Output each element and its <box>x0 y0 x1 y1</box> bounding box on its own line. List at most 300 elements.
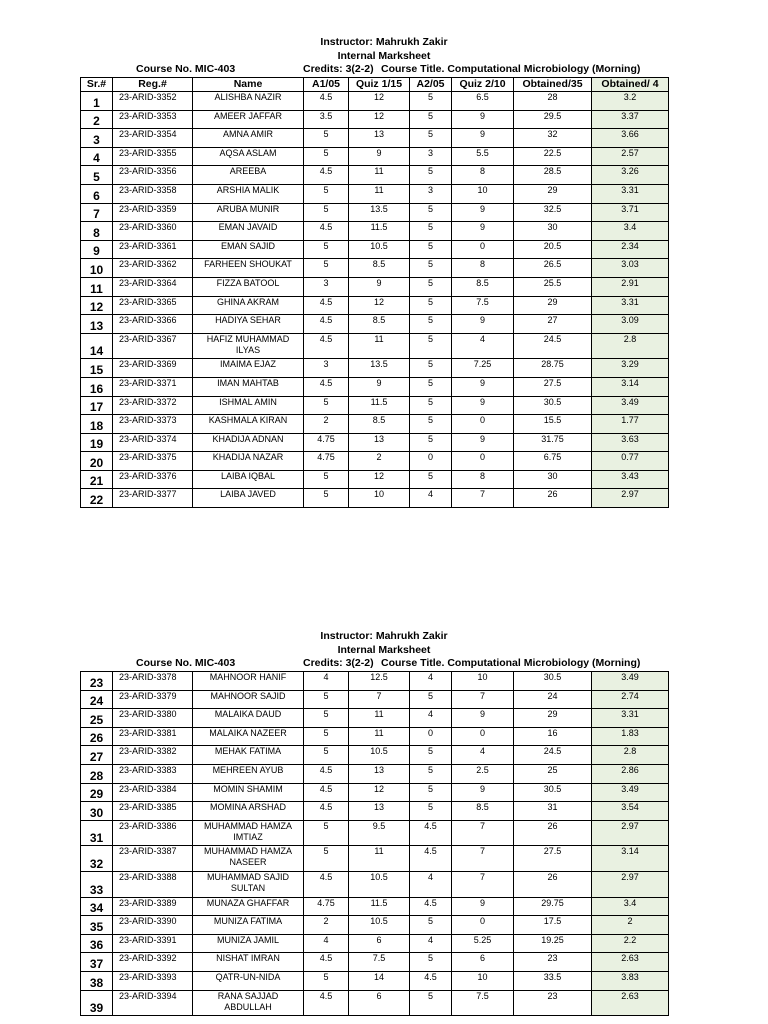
obtained-35-cell: 27 <box>514 315 592 334</box>
quiz1-cell: 9 <box>349 277 410 296</box>
course-credits: Credits: 3(2-2) <box>303 657 374 669</box>
quiz1-cell: 11.5 <box>349 897 410 916</box>
table-row <box>81 396 669 415</box>
quiz1-cell: 11 <box>349 333 410 359</box>
table-row <box>81 897 669 916</box>
quiz2-cell: 5.25 <box>452 934 514 953</box>
reg-cell: 23-ARID-3377 <box>113 489 193 508</box>
sr-cell: 2 <box>81 110 113 129</box>
name-cell: QATR-UN-NIDA <box>193 971 304 990</box>
obtained-35-cell: 6.75 <box>514 452 592 471</box>
table-row <box>81 415 669 434</box>
reg-cell: 23-ARID-3393 <box>113 971 193 990</box>
table-row <box>81 110 669 129</box>
a1-cell: 5 <box>304 184 349 203</box>
a1-cell: 5 <box>304 396 349 415</box>
course-title: Course Title. Computational Microbiology (Morning) <box>381 657 641 669</box>
a2-cell: 5 <box>410 359 452 378</box>
quiz1-cell: 9 <box>349 147 410 166</box>
a1-cell: 5 <box>304 470 349 489</box>
obtained-4-cell: 3.49 <box>592 783 669 802</box>
sr-cell: 1 <box>81 92 113 111</box>
quiz1-cell: 12 <box>349 110 410 129</box>
a1-cell: 5 <box>304 203 349 222</box>
a2-cell: 5 <box>410 129 452 148</box>
obtained-35-cell: 24.5 <box>514 333 592 359</box>
quiz2-cell: 8 <box>452 259 514 278</box>
quiz2-cell: 10 <box>452 672 514 691</box>
obtained-35-cell: 30.5 <box>514 783 592 802</box>
reg-cell: 23-ARID-3373 <box>113 415 193 434</box>
a2-cell: 5 <box>410 746 452 765</box>
name-cell: FIZZA BATOOL <box>193 277 304 296</box>
reg-cell: 23-ARID-3388 <box>113 871 193 897</box>
a1-cell: 5 <box>304 259 349 278</box>
name-cell: LAIBA IQBAL <box>193 470 304 489</box>
a1-cell: 4.75 <box>304 452 349 471</box>
quiz1-cell: 9 <box>349 377 410 396</box>
a2-cell: 4 <box>410 672 452 691</box>
reg-cell: 23-ARID-3379 <box>113 690 193 709</box>
reg-cell: 23-ARID-3389 <box>113 897 193 916</box>
table-row <box>81 222 669 241</box>
table-row <box>81 277 669 296</box>
a1-cell: 3 <box>304 359 349 378</box>
reg-cell: 23-ARID-3360 <box>113 222 193 241</box>
name-cell: AREEBA <box>193 166 304 185</box>
table-row <box>81 746 669 765</box>
name-cell: MUNAZA GHAFFAR <box>193 897 304 916</box>
name-cell: MUHAMMAD SAJID SULTAN <box>193 871 304 897</box>
a1-cell: 4.5 <box>304 222 349 241</box>
sr-cell: 9 <box>81 240 113 259</box>
table-row <box>81 203 669 222</box>
table-row <box>81 333 669 359</box>
quiz1-cell: 13 <box>349 802 410 821</box>
quiz2-cell: 5.5 <box>452 147 514 166</box>
sr-cell: 31 <box>81 820 113 846</box>
reg-cell: 23-ARID-3369 <box>113 359 193 378</box>
quiz1-cell: 11 <box>349 709 410 728</box>
obtained-4-cell: 3.66 <box>592 129 669 148</box>
quiz1-cell: 2 <box>349 452 410 471</box>
obtained-35-cell: 30.5 <box>514 672 592 691</box>
name-cell: ARSHIA MALIK <box>193 184 304 203</box>
name-cell: MUHAMMAD HAMZA NASEER <box>193 846 304 872</box>
quiz1-cell: 12 <box>349 470 410 489</box>
a1-cell: 4.5 <box>304 871 349 897</box>
obtained-4-cell: 2.91 <box>592 277 669 296</box>
obtained-35-cell: 22.5 <box>514 147 592 166</box>
a2-cell: 5 <box>410 783 452 802</box>
obtained-4-cell: 3.83 <box>592 971 669 990</box>
obtained-35-cell: 26.5 <box>514 259 592 278</box>
a2-cell: 5 <box>410 315 452 334</box>
sr-cell: 10 <box>81 259 113 278</box>
a1-cell: 5 <box>304 746 349 765</box>
name-cell: ISHMAL AMIN <box>193 396 304 415</box>
a2-cell: 5 <box>410 377 452 396</box>
table-row <box>81 433 669 452</box>
quiz2-cell: 6.5 <box>452 92 514 111</box>
instructor-line: Instructor: Mahrukh Zakir <box>320 630 448 642</box>
marks-table <box>80 671 669 1016</box>
table-header-row <box>81 78 669 92</box>
name-cell: AMNA AMIR <box>193 129 304 148</box>
table-row <box>81 377 669 396</box>
quiz2-cell: 7 <box>452 690 514 709</box>
table-row <box>81 846 669 872</box>
a1-cell: 5 <box>304 846 349 872</box>
col-header-a2: A2/05 <box>410 78 452 92</box>
sr-cell: 22 <box>81 489 113 508</box>
name-cell: MOMINA ARSHAD <box>193 802 304 821</box>
sheet-subtitle: Internal Marksheet <box>337 644 431 656</box>
quiz2-cell: 7 <box>452 820 514 846</box>
col-header-a1: A1/05 <box>304 78 349 92</box>
name-cell: ALISHBA NAZIR <box>193 92 304 111</box>
a2-cell: 5 <box>410 277 452 296</box>
quiz2-cell: 9 <box>452 129 514 148</box>
col-header-obtained-35: Obtained/35 <box>514 78 592 92</box>
quiz1-cell: 7 <box>349 690 410 709</box>
sr-cell: 6 <box>81 184 113 203</box>
a2-cell: 5 <box>410 433 452 452</box>
quiz1-cell: 13 <box>349 129 410 148</box>
name-cell: IMAIMA EJAZ <box>193 359 304 378</box>
name-cell: NISHAT IMRAN <box>193 953 304 972</box>
a2-cell: 5 <box>410 333 452 359</box>
reg-cell: 23-ARID-3394 <box>113 990 193 1016</box>
quiz2-cell: 4 <box>452 746 514 765</box>
name-cell: MAHNOOR SAJID <box>193 690 304 709</box>
obtained-35-cell: 32 <box>514 129 592 148</box>
quiz2-cell: 9 <box>452 203 514 222</box>
a1-cell: 3 <box>304 277 349 296</box>
a1-cell: 5 <box>304 690 349 709</box>
obtained-35-cell: 16 <box>514 727 592 746</box>
obtained-35-cell: 29.75 <box>514 897 592 916</box>
sr-cell: 39 <box>81 990 113 1016</box>
obtained-35-cell: 30 <box>514 470 592 489</box>
reg-cell: 23-ARID-3392 <box>113 953 193 972</box>
a1-cell: 4.5 <box>304 783 349 802</box>
course-title: Course Title. Computational Microbiology (Morning) <box>381 63 641 75</box>
obtained-35-cell: 26 <box>514 489 592 508</box>
reg-cell: 23-ARID-3382 <box>113 746 193 765</box>
sr-cell: 16 <box>81 377 113 396</box>
obtained-35-cell: 28.75 <box>514 359 592 378</box>
obtained-4-cell: 2.74 <box>592 690 669 709</box>
a1-cell: 4.5 <box>304 333 349 359</box>
quiz2-cell: 9 <box>452 222 514 241</box>
sr-cell: 11 <box>81 277 113 296</box>
quiz2-cell: 0 <box>452 916 514 935</box>
course-number: Course No. MIC-403 <box>136 63 236 75</box>
marks-table <box>80 77 669 508</box>
obtained-4-cell: 3.43 <box>592 470 669 489</box>
quiz2-cell: 9 <box>452 396 514 415</box>
obtained-35-cell: 24.5 <box>514 746 592 765</box>
sr-cell: 26 <box>81 727 113 746</box>
sr-cell: 15 <box>81 359 113 378</box>
a1-cell: 4.5 <box>304 764 349 783</box>
name-cell: AMEER JAFFAR <box>193 110 304 129</box>
a1-cell: 4.75 <box>304 897 349 916</box>
sr-cell: 8 <box>81 222 113 241</box>
reg-cell: 23-ARID-3375 <box>113 452 193 471</box>
reg-cell: 23-ARID-3361 <box>113 240 193 259</box>
a1-cell: 5 <box>304 820 349 846</box>
quiz2-cell: 10 <box>452 971 514 990</box>
sr-cell: 29 <box>81 783 113 802</box>
name-cell: AQSA ASLAM <box>193 147 304 166</box>
table-row <box>81 916 669 935</box>
sr-cell: 7 <box>81 203 113 222</box>
obtained-35-cell: 27.5 <box>514 846 592 872</box>
name-cell: HAFIZ MUHAMMAD ILYAS <box>193 333 304 359</box>
quiz1-cell: 8.5 <box>349 315 410 334</box>
a1-cell: 5 <box>304 971 349 990</box>
reg-cell: 23-ARID-3378 <box>113 672 193 691</box>
a1-cell: 4.5 <box>304 166 349 185</box>
a2-cell: 5 <box>410 166 452 185</box>
a2-cell: 3 <box>410 184 452 203</box>
obtained-35-cell: 33.5 <box>514 971 592 990</box>
a1-cell: 5 <box>304 489 349 508</box>
obtained-4-cell: 3.49 <box>592 396 669 415</box>
a1-cell: 4.5 <box>304 296 349 315</box>
obtained-4-cell: 3.71 <box>592 203 669 222</box>
table-row <box>81 953 669 972</box>
obtained-35-cell: 31.75 <box>514 433 592 452</box>
obtained-4-cell: 2.57 <box>592 147 669 166</box>
name-cell: KHADIJA NAZAR <box>193 452 304 471</box>
reg-cell: 23-ARID-3380 <box>113 709 193 728</box>
a1-cell: 4 <box>304 934 349 953</box>
obtained-35-cell: 29.5 <box>514 110 592 129</box>
table-row <box>81 129 669 148</box>
a2-cell: 4.5 <box>410 846 452 872</box>
quiz2-cell: 7.5 <box>452 990 514 1016</box>
quiz2-cell: 0 <box>452 415 514 434</box>
quiz1-cell: 11 <box>349 184 410 203</box>
reg-cell: 23-ARID-3372 <box>113 396 193 415</box>
reg-cell: 23-ARID-3362 <box>113 259 193 278</box>
sr-cell: 14 <box>81 333 113 359</box>
sr-cell: 38 <box>81 971 113 990</box>
name-cell: MOMIN SHAMIM <box>193 783 304 802</box>
reg-cell: 23-ARID-3353 <box>113 110 193 129</box>
table-row <box>81 727 669 746</box>
col-header-name: Name <box>193 78 304 92</box>
sr-cell: 12 <box>81 296 113 315</box>
obtained-4-cell: 3.49 <box>592 672 669 691</box>
a1-cell: 5 <box>304 147 349 166</box>
a1-cell: 4 <box>304 672 349 691</box>
sr-cell: 3 <box>81 129 113 148</box>
a2-cell: 4 <box>410 709 452 728</box>
name-cell: MALAIKA NAZEER <box>193 727 304 746</box>
a2-cell: 5 <box>410 470 452 489</box>
quiz2-cell: 9 <box>452 433 514 452</box>
quiz2-cell: 7 <box>452 846 514 872</box>
quiz2-cell: 9 <box>452 897 514 916</box>
name-cell: IMAN MAHTAB <box>193 377 304 396</box>
table-row <box>81 820 669 846</box>
table-row <box>81 802 669 821</box>
reg-cell: 23-ARID-3367 <box>113 333 193 359</box>
obtained-4-cell: 3.29 <box>592 359 669 378</box>
obtained-35-cell: 26 <box>514 820 592 846</box>
reg-cell: 23-ARID-3356 <box>113 166 193 185</box>
reg-cell: 23-ARID-3376 <box>113 470 193 489</box>
a1-cell: 2 <box>304 916 349 935</box>
a2-cell: 5 <box>410 690 452 709</box>
a1-cell: 4.5 <box>304 953 349 972</box>
table-row <box>81 184 669 203</box>
table-row <box>81 470 669 489</box>
quiz1-cell: 11 <box>349 727 410 746</box>
quiz2-cell: 7 <box>452 871 514 897</box>
reg-cell: 23-ARID-3365 <box>113 296 193 315</box>
obtained-4-cell: 3.14 <box>592 846 669 872</box>
a1-cell: 5 <box>304 727 349 746</box>
table-row <box>81 147 669 166</box>
obtained-35-cell: 29 <box>514 184 592 203</box>
a1-cell: 5 <box>304 129 349 148</box>
a1-cell: 2 <box>304 415 349 434</box>
a2-cell: 5 <box>410 990 452 1016</box>
obtained-4-cell: 3.31 <box>592 296 669 315</box>
obtained-4-cell: 2.97 <box>592 820 669 846</box>
name-cell: MEHREEN AYUB <box>193 764 304 783</box>
quiz2-cell: 8 <box>452 470 514 489</box>
table-row <box>81 315 669 334</box>
col-header-quiz1: Quiz 1/15 <box>349 78 410 92</box>
quiz2-cell: 2.5 <box>452 764 514 783</box>
table-row <box>81 296 669 315</box>
name-cell: MUHAMMAD HAMZA IMTIAZ <box>193 820 304 846</box>
obtained-4-cell: 1.77 <box>592 415 669 434</box>
reg-cell: 23-ARID-3371 <box>113 377 193 396</box>
quiz1-cell: 8.5 <box>349 259 410 278</box>
a2-cell: 4.5 <box>410 820 452 846</box>
a1-cell: 3.5 <box>304 110 349 129</box>
name-cell: GHINA AKRAM <box>193 296 304 315</box>
sr-cell: 20 <box>81 452 113 471</box>
name-cell: RANA SAJJAD ABDULLAH <box>193 990 304 1016</box>
col-header-reg: Reg.# <box>113 78 193 92</box>
quiz1-cell: 6 <box>349 990 410 1016</box>
reg-cell: 23-ARID-3386 <box>113 820 193 846</box>
quiz1-cell: 13 <box>349 433 410 452</box>
table-row <box>81 990 669 1016</box>
quiz2-cell: 8.5 <box>452 277 514 296</box>
table-row <box>81 92 669 111</box>
reg-cell: 23-ARID-3385 <box>113 802 193 821</box>
quiz1-cell: 12 <box>349 296 410 315</box>
quiz2-cell: 9 <box>452 377 514 396</box>
table-row <box>81 871 669 897</box>
reg-cell: 23-ARID-3384 <box>113 783 193 802</box>
quiz1-cell: 11.5 <box>349 222 410 241</box>
quiz1-cell: 11.5 <box>349 396 410 415</box>
quiz2-cell: 7 <box>452 489 514 508</box>
course-info-row <box>0 657 768 670</box>
sr-cell: 32 <box>81 846 113 872</box>
obtained-4-cell: 3.2 <box>592 92 669 111</box>
a2-cell: 3 <box>410 147 452 166</box>
sheet-subtitle: Internal Marksheet <box>337 50 431 62</box>
obtained-4-cell: 3.4 <box>592 222 669 241</box>
quiz1-cell: 12.5 <box>349 672 410 691</box>
obtained-4-cell: 3.09 <box>592 315 669 334</box>
sr-cell: 36 <box>81 934 113 953</box>
quiz2-cell: 4 <box>452 333 514 359</box>
reg-cell: 23-ARID-3352 <box>113 92 193 111</box>
obtained-4-cell: 3.14 <box>592 377 669 396</box>
table-row <box>81 934 669 953</box>
table-row <box>81 166 669 185</box>
quiz1-cell: 7.5 <box>349 953 410 972</box>
name-cell: ARUBA MUNIR <box>193 203 304 222</box>
a2-cell: 4 <box>410 934 452 953</box>
quiz1-cell: 13 <box>349 764 410 783</box>
obtained-4-cell: 2.97 <box>592 871 669 897</box>
obtained-4-cell: 2.2 <box>592 934 669 953</box>
reg-cell: 23-ARID-3383 <box>113 764 193 783</box>
course-number: Course No. MIC-403 <box>136 657 236 669</box>
a2-cell: 4.5 <box>410 971 452 990</box>
quiz1-cell: 8.5 <box>349 415 410 434</box>
reg-cell: 23-ARID-3390 <box>113 916 193 935</box>
a2-cell: 0 <box>410 452 452 471</box>
quiz1-cell: 6 <box>349 934 410 953</box>
a2-cell: 5 <box>410 92 452 111</box>
a1-cell: 4.75 <box>304 433 349 452</box>
obtained-35-cell: 20.5 <box>514 240 592 259</box>
obtained-35-cell: 28 <box>514 92 592 111</box>
sr-cell: 33 <box>81 871 113 897</box>
sr-cell: 18 <box>81 415 113 434</box>
a2-cell: 5 <box>410 802 452 821</box>
obtained-4-cell: 0.77 <box>592 452 669 471</box>
name-cell: MAHNOOR HANIF <box>193 672 304 691</box>
sr-cell: 34 <box>81 897 113 916</box>
quiz2-cell: 9 <box>452 110 514 129</box>
instructor-line: Instructor: Mahrukh Zakir <box>320 36 448 48</box>
quiz2-cell: 9 <box>452 783 514 802</box>
table-row <box>81 359 669 378</box>
table-row <box>81 971 669 990</box>
sr-cell: 5 <box>81 166 113 185</box>
a1-cell: 5 <box>304 709 349 728</box>
table-row <box>81 709 669 728</box>
quiz1-cell: 10.5 <box>349 916 410 935</box>
quiz1-cell: 11 <box>349 166 410 185</box>
obtained-35-cell: 26 <box>514 871 592 897</box>
quiz2-cell: 10 <box>452 184 514 203</box>
obtained-4-cell: 3.03 <box>592 259 669 278</box>
quiz1-cell: 10.5 <box>349 240 410 259</box>
a1-cell: 4.5 <box>304 315 349 334</box>
obtained-35-cell: 25.5 <box>514 277 592 296</box>
obtained-4-cell: 2.34 <box>592 240 669 259</box>
quiz2-cell: 6 <box>452 953 514 972</box>
quiz1-cell: 13.5 <box>349 203 410 222</box>
obtained-4-cell: 2.63 <box>592 990 669 1016</box>
